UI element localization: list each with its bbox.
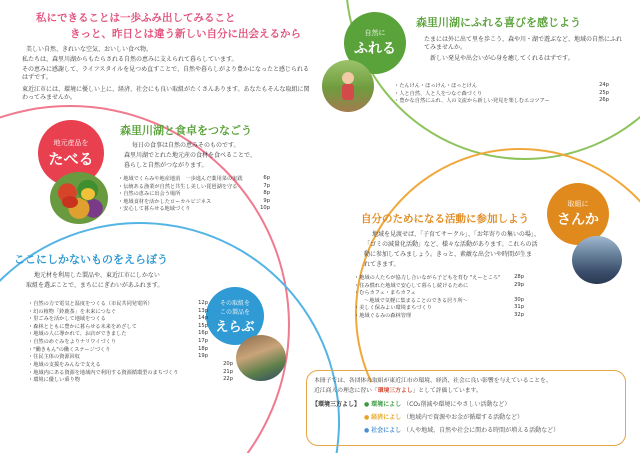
soc-name: 社会によし — [371, 427, 402, 434]
list-item[interactable]: ・"働きもん"の働くステージづくり 18p — [28, 345, 208, 353]
list-item[interactable]: ・森林とともに豊かに暮らせる未来をめざして 15p — [28, 322, 208, 330]
env-bullet: ● — [364, 401, 370, 408]
sanka-desc-2: 「ゴミの減量化活動」など、様々な活動があります。これらの活 — [364, 241, 538, 248]
footer-row-soc — [364, 427, 559, 435]
eraberu-heading: ここにしかないものをえらぼう — [14, 253, 168, 266]
list-item[interactable]: ・地域の人に導かれて、お店ができました 16p — [28, 330, 208, 338]
sanka-desc-3: 動に参加してみましょう。きっと、素敵な出会いや時間が生ま — [364, 251, 533, 258]
list-item[interactable]: ・地域内にある資源を地域内で利用する資源循環型のまちづくり 21p — [28, 368, 233, 376]
list-item[interactable]: ・住民主体の資源回収 19p — [28, 353, 208, 361]
footer-row-env — [364, 401, 510, 409]
list-item[interactable]: ・むらカフェ・まちカフェ — [354, 290, 416, 297]
list-item[interactable]: ・環境に優しい乗り物 22p — [28, 376, 233, 384]
footer-highlight: 環境三方よし — [377, 388, 413, 394]
sanka-desc-4: れてきます。 — [364, 261, 400, 268]
taberu-desc-2: 森里川湖でとれた地元産の食材を食べることで、 — [124, 152, 256, 159]
list-item[interactable]: ・地域の人たちが協力し合いながら子どもを育む "えーところ" 28p — [354, 274, 524, 281]
list-item[interactable]: ・地域の支援をみんなで支える 20p — [28, 361, 233, 368]
taberu-desc-1: 毎日の食事は自然の恵みそのものです。 — [132, 142, 240, 149]
eraberu-circle-small-1: その取組を — [219, 299, 250, 307]
sanka-circle-small: 取組に — [567, 200, 589, 208]
soc-desc: （人や地域、自然や社会に関わる時間が増える活動など） — [403, 427, 560, 434]
list-item[interactable]: ・自然の力で電気と温度をつくる（市民共同発電所） 12p — [28, 300, 208, 307]
soc-bullet: ● — [364, 427, 370, 434]
sanka-circle-big: さんか — [557, 212, 599, 228]
fureru-circle-small: 自然に — [364, 29, 386, 37]
list-item[interactable]: ・地域食材を活かしたローカルビジネス 9p — [118, 197, 270, 205]
taberu-circle-big: たべる — [48, 149, 94, 168]
taberu-circle-small: 地元産品を — [53, 138, 89, 147]
child-photo-shape — [322, 60, 374, 112]
fureru-heading: 森里川湖にふれる喜びを感じよう — [416, 16, 581, 29]
list-item[interactable]: ・豊かな自然にふれ、人の文流から新しい発見を楽しむエコツアー 26p — [394, 97, 609, 105]
sanka-desc-1: 地域を見渡せば、「子育てサークル」、「お年寄りの集いの場」、 — [372, 231, 540, 238]
intro-line-4: 東近江市には、環境に優しい上に、経済、社会にも良い取組がたくさんあります。あなたもそんな取組に関わってみませんか。 — [22, 86, 310, 101]
market-photo — [236, 335, 286, 381]
eco-bullet: ● — [364, 414, 370, 421]
lead-title-2: きっと、昨日とは違う新しい自分に出会えるから — [70, 28, 301, 40]
list-item[interactable]: ・地域でくらみや地産地消 一歩進んだ薬用菜の実践 6p — [118, 175, 270, 182]
eraberu-circle-small-2: この製品を — [219, 308, 250, 316]
footer-row-eco — [364, 414, 523, 422]
eraberu-desc-2: 取組を選ぶことで、まちににぎわいがあふれます。 — [26, 282, 164, 289]
vegetables-photo-shape — [50, 172, 108, 224]
intro-line-1: 美しい自然、きれいな空気、おいしい食べ物。 — [26, 46, 153, 53]
footer-line-1: 本冊子では、各団体の取組が東近江市の環境、経済、社会に良い影響を与えていることを、 — [314, 378, 552, 384]
list-item[interactable]: ～地域で気軽に集まることのできる居り所～ 30p — [364, 296, 524, 304]
list-item[interactable]: ・たんけん・ほっけん・ほっとけん 24p — [394, 82, 609, 89]
footer-line-2-c: 」として評価しています。 — [412, 388, 482, 394]
taberu-heading: 森里川湖と食卓をつなごう — [120, 124, 252, 137]
env-desc: （CO₂削減や環境にやさしい活動など） — [403, 401, 511, 408]
fureru-desc-1: たまには外に出て里を歩こう、森や川・湖で遊ぶなど、地域の自然にふれてみませんか。 — [424, 36, 623, 51]
fureru-desc-2: 新しい発見や出会いが心身を癒してくれるはずです。 — [430, 55, 574, 62]
list-item[interactable]: ・里ごみを活かして地域をつくる 14p — [28, 315, 208, 323]
fureru-circle-big: ふれる — [354, 41, 396, 57]
intro-line-2: 私たちは、森里川湖からもたらされる自然の恵みに支えられて暮らしています。 — [22, 56, 238, 63]
eco-name: 経済によし — [371, 414, 402, 421]
footer-line-2 — [314, 388, 482, 395]
list-item[interactable]: ・住み慣れた地域で安心して暮らし続けるために 29p — [354, 281, 524, 289]
taberu-desc-3: 暮らしと自然がつながります。 — [124, 162, 208, 169]
list-item[interactable]: ・美しく保みよい環境まちづくり 31p — [354, 304, 524, 312]
list-item[interactable]: ・自然のめぐみをよりナリワイづくり 17p — [28, 337, 208, 345]
eco-desc: （地域内で資源やお金が循環する活動など） — [403, 414, 524, 421]
list-item[interactable]: ・人と自然、人と人をつなぐ森づくり 25p — [394, 89, 609, 97]
sanka-heading: 自分のためになる活動に参加しよう — [361, 213, 529, 225]
list-item[interactable]: ・伝統ある漁業が自然と共生し美しい琵琶湖を守る 7p — [118, 182, 270, 190]
eraberu-desc-1: 地元材を利用した製品や、東近江市にしかない — [34, 272, 160, 279]
list-item[interactable]: ・幻の植物「鈴鹿茶」を未来につなぐ 13p — [28, 307, 208, 315]
list-item[interactable]: ・地域ぐるみの森林管理 32p — [354, 311, 524, 319]
list-item[interactable]: ・安心して暮らせる地域づくり 10p — [118, 205, 270, 213]
eraberu-circle-big: えらぶ — [215, 319, 255, 335]
env-name: 環境によし — [371, 401, 402, 408]
footer-label: 【環境三方よし】 — [312, 401, 361, 408]
vegetables-photo — [50, 172, 108, 224]
lead-title-1: 私にできることは一歩ふみ出してみること — [36, 12, 236, 24]
event-photo — [572, 236, 622, 284]
footer-line-2-a: 近江商人の理念に習い「 — [314, 388, 378, 394]
list-item[interactable]: ・自然の恵みに出会う場所 8p — [118, 190, 270, 198]
intro-line-3: その恵みに感謝して、ライフスタイルを見つめ直すことで、自然や暮らしがより豊かになったと感じられるはずです。 — [22, 66, 310, 81]
child-photo — [322, 60, 374, 112]
